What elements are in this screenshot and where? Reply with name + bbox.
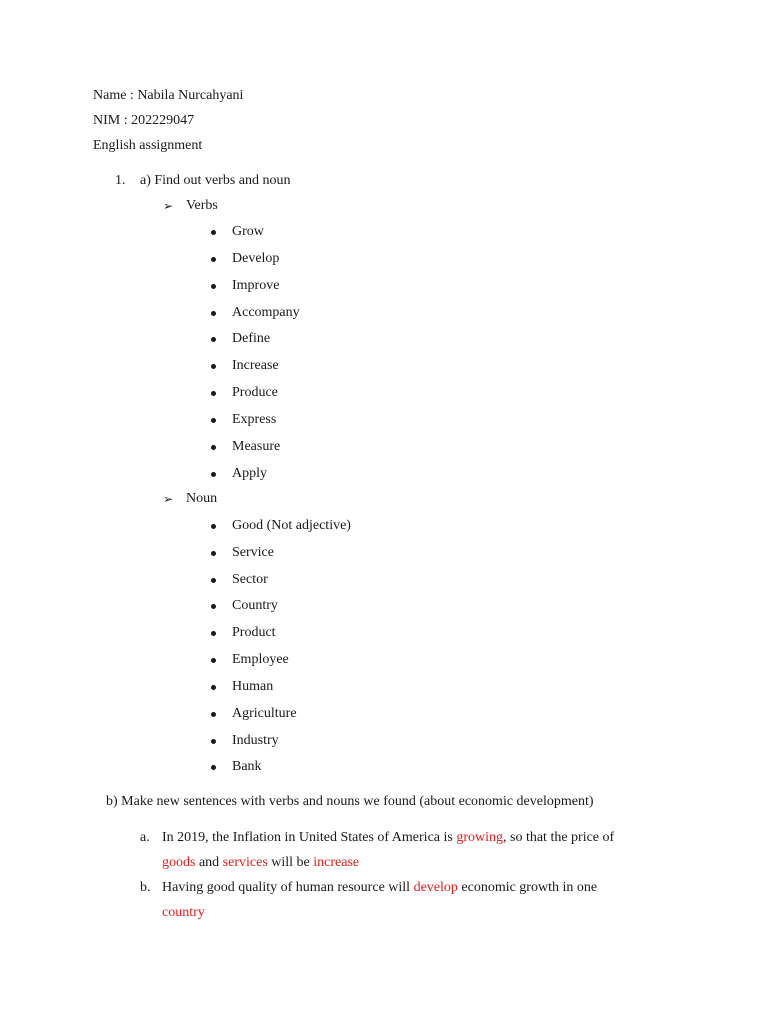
student-name: Name : Nabila Nurcahyani	[93, 88, 244, 103]
list-item: Express	[232, 412, 277, 427]
bullet-dot-icon	[211, 284, 216, 289]
list-item: Apply	[232, 466, 267, 481]
sentence-b-line-1	[162, 879, 597, 897]
bullet-dot-icon	[211, 712, 216, 717]
list-item: Good (Not adjective)	[232, 518, 351, 533]
student-nim: NIM : 202229047	[93, 113, 195, 128]
sentence-a-line-1	[162, 829, 614, 847]
sentence-text: economic growth in one	[457, 880, 598, 895]
list-item: Produce	[232, 385, 278, 400]
list-item: Grow	[232, 224, 264, 239]
list-item: Improve	[232, 278, 280, 293]
bullet-dot-icon	[211, 631, 216, 636]
list-item: Human	[232, 679, 274, 694]
list-item: Agriculture	[232, 706, 297, 721]
bullet-dot-icon	[211, 364, 216, 369]
sentence-b-line-2	[162, 904, 205, 922]
highlighted-word: increase	[313, 855, 360, 870]
bullet-dot-icon	[211, 765, 216, 770]
list-item: Measure	[232, 439, 281, 454]
sentence-text: In 2019, the Inflation in United States of America is	[162, 830, 457, 845]
highlighted-word: growing	[456, 830, 503, 845]
question-1b-title: b) Make new sentences with verbs and nouns we found (about economic development)	[106, 794, 594, 809]
bullet-dot-icon	[211, 604, 216, 609]
list-item: Define	[232, 331, 271, 346]
bullet-dot-icon	[211, 445, 216, 450]
bullet-dot-icon	[211, 311, 216, 316]
list-item: Employee	[232, 652, 289, 667]
bullet-dot-icon	[211, 418, 216, 423]
arrow-bullet-icon: ➢	[163, 492, 174, 506]
bullet-dot-icon	[211, 230, 216, 235]
question-1a-title: a) Find out verbs and noun	[140, 173, 291, 188]
highlighted-word: goods	[162, 855, 196, 870]
highlighted-word: develop	[413, 880, 458, 895]
sentence-marker: a.	[140, 830, 150, 845]
list-item: Product	[232, 625, 276, 640]
list-item: Increase	[232, 358, 279, 373]
list-item: Country	[232, 598, 278, 613]
list-item: Service	[232, 545, 274, 560]
highlighted-word: services	[222, 855, 268, 870]
bullet-dot-icon	[211, 739, 216, 744]
verbs-heading: Verbs	[186, 198, 218, 213]
bullet-dot-icon	[211, 578, 216, 583]
bullet-dot-icon	[211, 685, 216, 690]
sentence-text: will be	[267, 855, 314, 870]
sentence-a-line-2	[162, 854, 359, 872]
list-item: Sector	[232, 572, 268, 587]
sentence-marker: b.	[140, 880, 151, 895]
assignment-title: English assignment	[93, 138, 203, 153]
nouns-heading: Noun	[186, 491, 218, 506]
bullet-dot-icon	[211, 658, 216, 663]
sentence-text: and	[195, 855, 223, 870]
bullet-dot-icon	[211, 472, 216, 477]
arrow-bullet-icon: ➢	[163, 199, 174, 213]
bullet-dot-icon	[211, 524, 216, 529]
list-item: Industry	[232, 733, 279, 748]
bullet-dot-icon	[211, 257, 216, 262]
list-item: Bank	[232, 759, 262, 774]
list-item: Develop	[232, 251, 280, 266]
highlighted-word: country	[162, 905, 205, 920]
question-number: 1.	[115, 173, 126, 188]
sentence-text: , so that the price of	[503, 830, 615, 845]
bullet-dot-icon	[211, 391, 216, 396]
sentence-text: Having good quality of human resource will	[162, 880, 414, 895]
bullet-dot-icon	[211, 337, 216, 342]
list-item: Accompany	[232, 305, 300, 320]
bullet-dot-icon	[211, 551, 216, 556]
